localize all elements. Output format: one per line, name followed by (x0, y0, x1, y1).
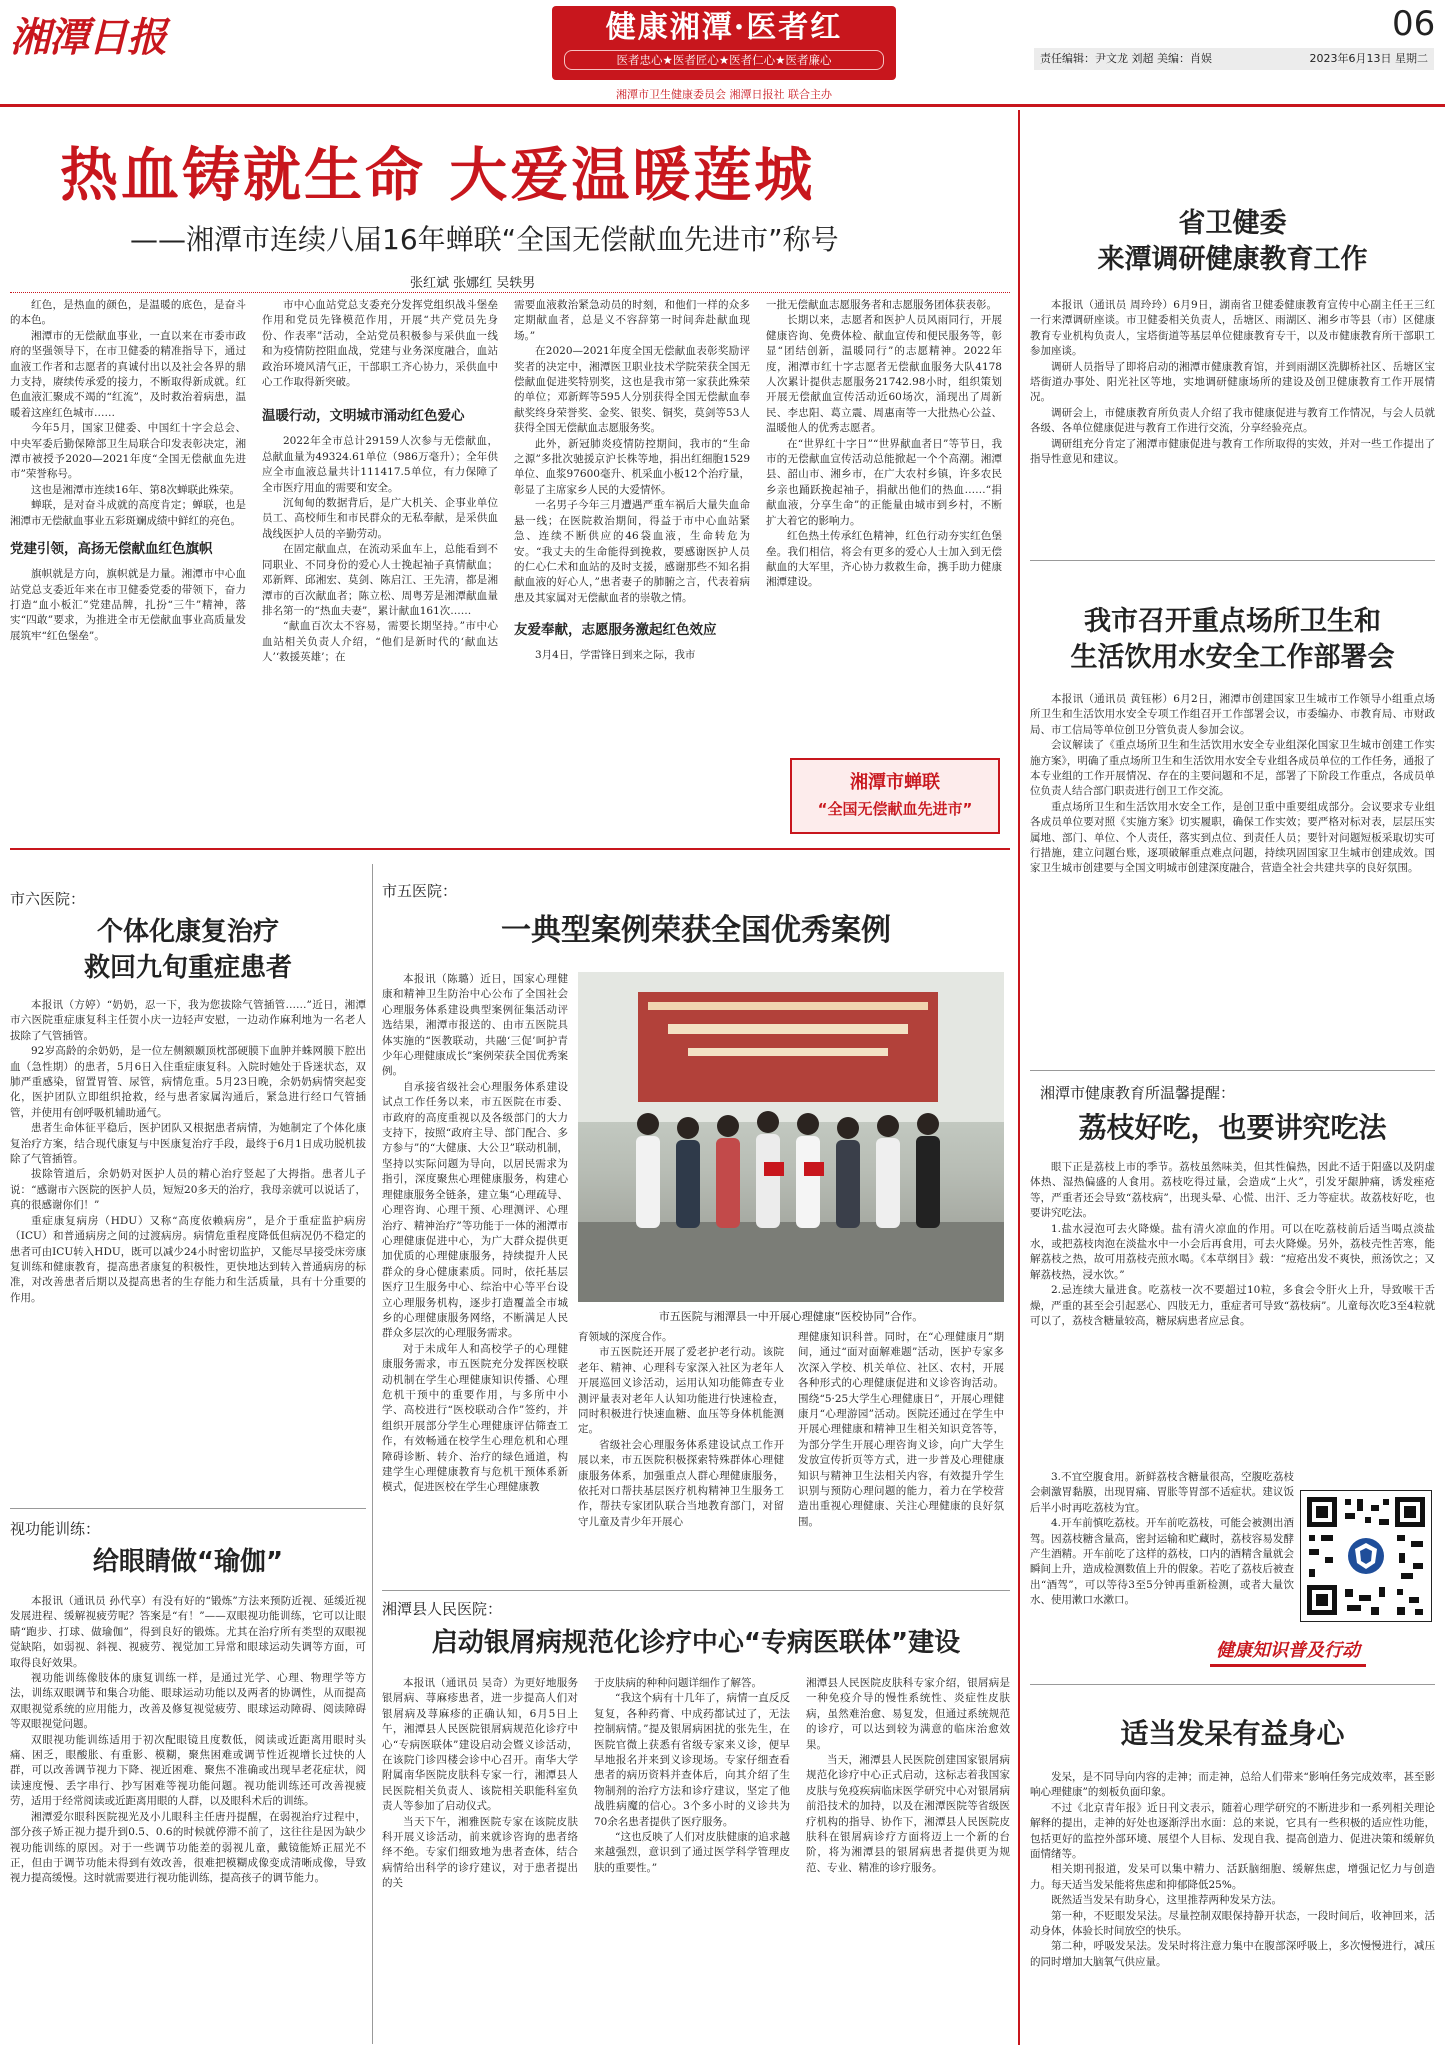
lead-top-divider (10, 292, 1010, 293)
paragraph: 双眼视功能训练适用于初次配眼镜且度数低，阅读或近距离用眼时头痛、困乏，眼酸胀、有重影、模糊，聚焦困难或调节性近视增长过快的人群，可以改善调节视力下降、视近困难、聚焦不准确或出现早老花症状，阅读速度慢、丢字串行、抄写困难等视功能问题。视功能训练还可改善视疲劳，适用于经常阅读或近距离用眼的人群，以及眼科术后的训练。 (10, 1733, 366, 1808)
lead-col2-subhead: 温暖行动，文明城市涌动红色爱心 (262, 408, 465, 425)
lead-col1-body (10, 298, 246, 529)
paragraph: 不过《北京青年报》近日刊文表示，随着心理学研究的不断进步和一系列相关理论解释的提出，走神的好处也逐渐浮出水面：总的来说，它具有一些积极的适应性功能，包括更好的监控外部环境、展望个人目标、发现自我、提高创造力、促进决策和缓解负面情绪等。 (1030, 1801, 1435, 1861)
litchi-narrow (1030, 1470, 1294, 1609)
lead-headline: 热血铸就生命 大爱温暖莲城 (60, 141, 816, 209)
paragraph: 当天下午，湘雅医院专家在该院皮肤科开展义诊活动，前来就诊咨询的患者络绎不绝。专家们细致地为患者查体，结合病情给出科学的诊疗建议，对于患者提出的关 (382, 1815, 578, 1890)
vision-headline: 给眼睛做“瑜伽” (92, 1547, 284, 1577)
paragraph: 2022年全市总计29159人次参与无偿献血，总献血量为49324.61单位（986万毫升）；全年供应全市血液总量共计111417.5单位，有力保障了全市医疗用血的需要和安全。 (262, 435, 498, 494)
county-col3-body (806, 1676, 1010, 1876)
paragraph: 3.不宜空腹食用。新鲜荔枝含糖量很高，空腹吃荔枝会刺激胃黏膜，出现胃痛、胃胀等胃部不适症状。建议饭后半小时再吃荔枝为宜。 (1030, 1471, 1294, 1514)
fifth-photo (578, 972, 1004, 1302)
paragraph: 重点场所卫生和生活饮用水安全工作，是创卫重中重要组成部分。会议要求专业组各成员单位要对照《实施方案》切实履职，确保工作实效；要严格对标对表，层层压实属地、部门、单位、个人责任，落实到点位、到责任人员；要针对问题短板采取切实可行措施，建立问题台账，逐项破解重点难点问题，持续巩固国家卫生城市创建成效。国家卫生城市创建要与全国文明城市创建深度融合，营造全社会共建共享的良好氛围。 (1030, 800, 1435, 875)
paragraph: 本报讯（通讯员 周玲玲）6月9日，湖南省卫健委健康教育宣传中心副主任王三红一行来潭调研座谈。市卫健委相关负责人，岳塘区、雨湖区、湘乡市等县（市）区健康教育专业机构负责人，宝塔街道等基层单位健康教育专干，以及市健康教育所干部职工参加座谈。 (1030, 299, 1435, 358)
litchi-headline: 荔枝好吃，也要讲究吃法 (1078, 1111, 1387, 1144)
sixth-headline (10, 914, 366, 986)
fifth-photo-caption: 市五医院与湘潭县一中开展心理健康“医校协同”合作。 (658, 1310, 924, 1323)
paragraph: 在固定献血点，在流动采血车上，总能看到不同职业、不同身份的爱心人士挽起袖子真情献血；邓新辉、邱湘宏、莫剑、陈启江、王先清，都是湘潭市的百次献血者；陈立松、周粤芳是湘潭献血量排名第一的“热血夫妻”，累计献血161次…… (262, 543, 498, 617)
section-slogan: 医者忠心★医者匠心★医者仁心★医者廉心 (564, 50, 884, 70)
lead-col4-body (766, 298, 1002, 591)
section-title: 健康湘潭·医者红 (605, 10, 843, 45)
lead-col3b-body (514, 648, 750, 663)
litchi-top (1030, 1160, 1435, 1329)
right-top-headline (1030, 206, 1435, 278)
page-number: 06 (1392, 4, 1436, 44)
paragraph: 第一种，不贬眼发呆法。尽量控制双眼保持静开状态，一段时间后，收神回来，活动身体，体验长时间放空的快乐。 (1030, 1909, 1435, 1938)
lead-col1 (10, 298, 246, 644)
paragraph: 2.忌连续大量进食。吃荔枝一次不要超过10粒，多食会令肝火上升，导致喉干舌燥，严重的甚至会引起恶心、四肢无力，重症者可导致“荔枝病”。儿童每次吃3至4粒就可以了，荔枝含糖量较高，糖尿病患者应忌食。 (1030, 1284, 1435, 1328)
county-col2-body (594, 1676, 790, 1876)
paragraph: 一名男子今年三月遭遇严重车祸后大量失血命悬一线；在医院救治期间，得益于市中心血站紧急、连续不断供应的46袋血液，生命转危为安。“我丈夫的生命能得到挽救，要感谢医护人员的仁心仁术和血站的及时支援，感谢那些不知名捐献血液的好心人，”患者妻子的肺腑之言，代表着病患及其家属对无偿献血者的崇敬之情。 (514, 499, 750, 604)
paragraph: 92岁高龄的余奶奶，是一位左侧额颞顶枕部硬膜下血肿并蛛网膜下腔出血（急性期）的患者，5月6日入住重症康复科。入院时她处于昏迷状态，双肺严重感染，留置胃管、尿管，病情危重。5月23日晚，余奶奶病情突起变化，医护团队立即组织抢救，经与患者家属沟通后，紧急进行经口气管插管，并使用有创呼吸机辅助通气。 (10, 1045, 366, 1119)
sixth-kicker: 市六医院： (10, 890, 86, 908)
paragraph: 本报讯（通讯员 吴奇）为更好地服务银屑病、荨麻疹患者，进一步提高人们对银屑病及荨麻疹的正确认知，6月5日上午，湘潭县人民医院银屑病规范化诊疗中心“专病医联体”建设启动会暨义诊活动，在该院门诊四楼会诊中心召开。南华大学附属南华医院皮肤科专家一行，湘潭县人民医院相关负责人、该院相关职能科室负责人等参加了启动仪式。 (382, 1677, 578, 1813)
fifth-kicker: 市五医院： (382, 882, 458, 900)
paragraph: 在2020—2021年度全国无偿献血表彰奖励评奖者的决定中，湘潭医卫职业技术学院荣获全国无偿献血促进奖特别奖，这也是我市第一家获此殊荣的单位；邓新辉等595人分别获得全国无偿献血奉献奖终身荣誉奖、金奖、银奖、铜奖，莫剑等53人获得全国无偿献血志愿服务奖。 (514, 345, 750, 435)
right-mid-headline-l2: 生活饮用水安全工作部署会 (1070, 642, 1395, 673)
paragraph: “献血百次太不容易，需要长期坚持。”市中心血站相关负责人介绍，“他们是新时代的‘献血达人’‘救援英雄’；在 (262, 620, 498, 664)
fifth-col3-body (798, 1330, 1004, 1530)
fifth-col3 (798, 1330, 1004, 1530)
right-column-rule (1018, 110, 1020, 2045)
fifth-col1 (382, 972, 568, 1496)
vision-body (10, 1594, 366, 1887)
paper-logo: 湘潭日报 (10, 14, 166, 61)
lead-col2-body (262, 298, 498, 390)
paragraph: 调研组充分肯定了湘潭市健康促进与教育工作所取得的实效，并对一些工作提出了指导性意见和建议。 (1030, 437, 1435, 466)
paragraph: 理健康知识科普。同时，在“心理健康月”期间，通过“面对面解难题”活动，医护专家多次深入学校、机关单位、社区、农村，开展各种形式的心理健康促进和义诊咨询活动。围绕“5·25大学生心理健康日”，开展心理健康月“心理游园”活动。医院还通过在学生中开展心理健康和精神卫生相关知识竞答等，为部分学生开展心理咨询义诊，向广大学生发放宣传折页等方式，进一步普及心理健康知识与精神卫生法相关内容，有效提升学生识别与预防心理问题的能力，着力在学校营造出重视心理健康、关注心理健康的良好氛围。 (798, 1331, 1004, 1528)
paragraph: 今年5月，国家卫健委、中国红十字会总会、中央军委后勤保障部卫生局联合印发表彰决定，湘潭市被授予2020—2021年度“全国无偿献血先进市”荣誉称号。 (10, 422, 246, 481)
health-knowledge-banner: 健康知识普及行动 (1210, 1636, 1366, 1667)
paragraph: 湘潭县人民医院皮肤科专家介绍，银屑病是一种免疫介导的慢性系统性、炎症性皮肤病，虽然难治愈、易复发，但通过系统规范的诊疗，可以达到较为满意的临床治愈效果。 (806, 1677, 1010, 1751)
sixth-headline-l2: 救回九旬重症患者 (83, 953, 292, 983)
litchi-divider (1030, 1684, 1435, 1685)
stamp-line-1: 湘潭市蝉联 (850, 772, 940, 793)
lead-stamp (790, 758, 1000, 834)
county-kicker: 湘潭县人民医院： (382, 1600, 503, 1618)
paragraph: 市中心血站党总支委充分发挥党组织战斗堡垒作用和党员先锋模范作用，开展“共产党员先身份、作表率”活动，全站党员积极参与采供血一线和为疫情防控阻血战，党建与业务深度融合，血站政治环境风清气正，干部职工齐心协力，采供血中心工作取得新突破。 (262, 299, 498, 389)
lead-col3-subhead: 友爱奉献，志愿服务激起红色效应 (514, 622, 717, 639)
paragraph: 旗帜就是方向，旗帜就是力量。湘潭市中心血站党总支委近年来在市卫健委党委的带领下，奋力打造“血小板汇”党建品牌，扎扮“三牛”精神，落实“四敢”要求，为推进全市无偿献血事业高质量发展筑牢“红色堡垒”。 (10, 568, 246, 642)
lead-col2 (262, 298, 498, 666)
paragraph: “这也反映了人们对皮肤健康的追求越来越强烈，意识到了通过医学科学管理皮肤的重要性。” (594, 1831, 790, 1874)
lead-bottom-rule (10, 848, 1010, 850)
county-col1-body (382, 1676, 578, 1892)
lead-subheadline: ——湘潭市连续八届16年蝉联“全国无偿献血先进市”称号 (130, 223, 839, 256)
lead-byline: 张红斌 张娜红 吴轶男 (410, 276, 536, 291)
paragraph: 1.盐水浸泡可去火降燥。盐有清火凉血的作用。可以在吃荔枝前后适当喝点淡盐水，或把荔枝肉泡在淡盐水中一小会后再食用，可去火降燥。另外，荔枝壳性苦寒，能解荔枝之热，故可用荔枝壳煎水喝。《本草纲目》载：“痘疮出发不爽快，煎汤饮之；又解荔枝热，浸水饮。” (1030, 1222, 1435, 1281)
group-photo-image (578, 972, 1004, 1302)
sleep-headline: 适当发呆有益身心 (1120, 1717, 1345, 1750)
fifth-divider (382, 1590, 1010, 1591)
paragraph: 蝉联，是对奋斗成就的高度肯定；蝉联，也是湘潭市无偿献血事业五彩斑斓成绩中鲜红的亮色。 (10, 499, 246, 527)
masthead-rule (0, 104, 1445, 107)
sixth-paras (10, 998, 366, 1306)
editors: 责任编辑：尹文龙 刘超 美编：肖娱 (1040, 52, 1212, 65)
fifth-headline: 一典型案例荣获全国优秀案例 (501, 913, 891, 948)
county-col3 (806, 1676, 1010, 1876)
right-mid-paras (1030, 692, 1435, 877)
paragraph: 沉甸甸的数据背后，是广大机关、企事业单位员工、高校师生和市民群众的无私奉献，是采供血战线医护人员的辛勤劳动。 (262, 497, 498, 540)
lead-col3 (514, 298, 750, 664)
paragraph: 既然适当发呆有助身心，这里推荐两种发呆方法。 (1051, 1894, 1282, 1907)
lead-col1-subhead: 党建引领，高扬无偿献血红色旗帜 (10, 541, 213, 558)
paragraph: 当天，湘潭县人民医院创建国家银屑病规范化诊疗中心正式启动，这标志着我国家皮肤与免疫疾病临床医学研究中心对银屑病前沿技术的加持，以及在湘潭医院等省级医疗机构的指导、协作下，湘潭县人民医院皮肤科在银屑病诊疗方面将迈上一个新的台阶，将为湘潭县的银屑病患者提供更为规范、专业、精准的诊疗服务。 (806, 1754, 1010, 1874)
right-mid-headline-l1: 我市召开重点场所卫生和 (1084, 606, 1381, 637)
paragraph: 3月4日，学雷锋日到来之际，我市 (535, 649, 696, 662)
paragraph: 育领域的深度合作。 (578, 1331, 673, 1343)
paragraph: “我这个病有十几年了，病情一直反反复复，各种药膏、中成药都试过了，无法控制病情。”提及银屑病困扰的张先生，在医院官微上获悉有省级专家来义诊，便早早地报名并来到义诊现场。专家仔细查看患者的病历资料并查体后，向其介绍了生物制剂的治疗方法和诊疗建议，坚定了他战胜病魔的信心。3个多小时的义诊共为70余名患者提供了医疗服务。 (594, 1692, 790, 1828)
paragraph: 发呆，是不同导向内容的走神；而走神，总给人们带来“影响任务完成效率，甚至影响心理健康”的刻板负面印象。 (1030, 1771, 1435, 1799)
paragraph: 省级社会心理服务体系建设试点工作开展以来，市五医院积极探索特殊群体心理健康服务体系，加强重点人群心理健康服务，依托对口帮扶基层医疗机构精神卫生服务工作，帮扶专家团队联合当地教育部门，对留守儿童及青少年开展心 (578, 1438, 784, 1528)
paragraph: 调研会上，市健康教育所负责人介绍了我市健康促进与教育工作情况，与会人员就各级、各单位健康促进与教育工作进行交流，分享经验亮点。 (1030, 406, 1435, 435)
county-col2 (594, 1676, 790, 1876)
paragraph: 4.开车前慎吃荔枝。开车前吃荔枝，可能会被测出酒驾。因荔枝糖含量高，密封运输和贮藏时，荔枝容易发酵产生酒精。开车前吃了这样的荔枝，口内的酒精含量就会瞬间上升，造成检测数值上升的假象。若吃了荔枝后被查出“酒驾”，可以等待3至5分钟再重新检测，或者大量饮水、使用漱口水漱口。 (1030, 1517, 1294, 1607)
paragraph: 红色热土传承红色精神，红色行动夯实红色堡垒。我们相信，将会有更多的爱心人士加入到无偿献血的大军里，齐心协力救救生命，携手助力健康湘潭建设。 (766, 530, 1002, 589)
paragraph: 相关期刊报道，发呆可以集中精力、活跃脑细胞、缓解焦虑，增强记忆力与创造力。每天适当发呆能将焦虑和抑郁降低25%。 (1030, 1863, 1435, 1891)
paragraph: 此外，新冠肺炎疫情防控期间，我市的“生命之源”多批次驰援京沪长株等地，捐出红细胞1529单位、血浆97600毫升、机采血小板12个治疗量，彰显了主席家乡人民的大爱情怀。 (514, 437, 750, 496)
paragraph: 第二种，呼吸发呆法。发呆时将注意力集中在腹部深呼吸上，多次慢慢进行，减压的同时增加大脑氧气供应量。 (1030, 1940, 1435, 1968)
paragraph: 眼下正是荔枝上市的季节。荔枝虽然味美，但其性偏热，因此不适于阳盛以及阴虚体热、湿热偏盛的人食用。荔枝吃得过量，会造成“上火”，引发牙龈肿痛，诱发痤疮等，严重者还会导致“荔枝病”，出现头晕、心慌、出汗、乏力等症状。故荔枝好吃，也要讲究吃法。 (1030, 1161, 1435, 1220)
paragraph: 于皮肤病的种种问题详细作了解答。 (594, 1677, 762, 1689)
right-top-headline-l1: 省卫健委 (1178, 208, 1287, 239)
paragraph: 拔除管道后，余奶奶对医护人员的精心治疗竖起了大拇指。患者儿子说：“感谢市六医院的医护人员，短短20多天的治疗，我母亲就可以说话了，真的很感谢你们！” (10, 1168, 366, 1212)
paragraph: 湘潭爱尔眼科医院视光及小儿眼科主任唐丹提醒，在弱视治疗过程中，部分孩子矫正视力提升到0.5、0.6的时候就停滞不前了，这往往是因为缺少视功能训练的原因。对于一些调节功能差的弱视儿童，戴镜能矫正屈光不正，但由于调节功能未得到有效改善，很难把模糊成像变成清晰成像，导致视力提高缓慢。这时就需要进行视功能训练，提高孩子的调节能力。 (10, 1810, 366, 1885)
paragraph: 在“世界红十字日”“世界献血者日”等节日，我市的无偿献血宣传活动总能掀起一个个高潮。湘潭县、韶山市、湘乡市，在广大农村乡镇，许多农民乡亲也踊跃挽起袖子，捐献出他们的热血……“捐献血液，分享生命”的正能量由城市到乡村，不断扩大着它的影响力。 (766, 437, 1002, 527)
right-mid-divider (1030, 1070, 1435, 1071)
paragraph: 调研人员指导了即将启动的湘潭市健康教育馆，并到雨湖区洗脚桥社区、岳塘区宝塔街道办事处、阳光社区等地，实地调研健康场所的建设及创卫健康教育工作开展情况。 (1030, 360, 1435, 404)
issue-date: 2023年6月13日 星期二 (1309, 52, 1428, 65)
litchi-kicker: 湘潭市健康教育所温馨提醒： (1040, 1084, 1236, 1102)
litchi-body (1030, 1160, 1435, 1329)
right-top-divider (1030, 560, 1435, 561)
section-banner (552, 6, 896, 80)
paragraph: 视功能训练像肢体的康复训练一样，是通过光学、心理、物理学等方法，训练双眼调节和集合功能、眼球运动功能以及两者的协调性，从而提高双眼视觉系统的应用能力，改善及修复视觉疲劳、眼球运动障碍、阅读障碍等双眼视觉问题。 (10, 1672, 366, 1731)
paragraph: 本报讯（陈璐）近日，国家心理健康和精神卫生防治中心公布了全国社会心理服务体系建设典型案例征集活动评选结果，湘潭市报送的、由市五医院具体实施的“医教联动，共融‘三促’呵护青少年心理健康成长”案例荣获全国优秀案例。 (382, 973, 568, 1078)
vision-paras (10, 1594, 366, 1887)
county-headline: 启动银屑病规范化诊疗中心“专病医联体”建设 (431, 1628, 961, 1658)
editor-bar (1034, 48, 1434, 70)
paragraph: 湘潭市的无偿献血事业，一直以来在市委市政府的坚强领导下，在市卫健委的精准指导下，通过血液工作者和志愿者的真诚付出以及社会各界的鼎力支持，赓续传承爱的接力，不断取得新成就。红色血液汇聚成不竭的“红流”，及时救治着病患，温暖着这座红色城市…… (10, 329, 246, 419)
paragraph: 市五医院还开展了爱老护老行动。该院老年、精神、心理科专家深入社区为老年人开展巡回义诊活动，运用认知功能筛查专业测评量表对老年人认知功能进行快速检查，同时积极进行快速血糖、血压等身体机能测定。 (578, 1346, 784, 1436)
paragraph: 对于未成年人和高校学子的心理健康服务需求，市五医院充分发挥医校联动机制在学生心理健康知识传播、心理危机干预中的重要作用，与多所中小学、高校进行“医校联动合作”签约，并组织开展部分学生心理健康评估筛查工作，有效畅通在校学生心理危机和心理障碍诊断、转介、治疗的绿色通道，构建学生心理健康教育与危机干预体系新模式，促进医校在学生心理健康教 (382, 1342, 568, 1494)
paragraph: 需要血液救治紧急动员的时刻，和他们一样的众多定期献血者，总是义不容辞第一时间奔赴献血现场。” (514, 299, 750, 342)
county-col1 (382, 1676, 578, 1892)
paragraph: 红色，是热血的颜色，是温暖的底色，是奋斗的本色。 (10, 299, 246, 327)
vision-kicker: 视功能训练： (10, 1520, 101, 1538)
paragraph: 长期以来，志愿者和医护人员风雨同行，开展健康咨询、免费体检、献血宣传和便民服务等，彰显“团结创新，温暖同行”的志愿精神。2022年度，湘潭市红十字志愿者无偿献血服务大队4178人次累计提供志愿服务21742.98小时，组织策划开展无偿献血宣传活动近60场次，涌现出了周新民、李忠阳、葛立震、周惠南等一大批热心公益、温暖他人的优秀志愿者。 (766, 314, 1002, 435)
sixth-divider (10, 1508, 366, 1509)
lead-col2b-body (262, 434, 498, 665)
paragraph: 重症康复病房（HDU）又称“高度依赖病房”，是介于重症监护病房（ICU）和普通病房之间的过渡病房。病情危重程度降低但病况仍不稳定的患者可由ICU转入HDU，既可以减少24小时密切监护，又能尽早接受床旁康复训练和健康教育，提高患者康复的积极性，更快地达到转入普通病房的标准，对改善患者后期以及提高患者的生存能力和生活质量，具有十分重要的作用。 (10, 1214, 366, 1304)
right-mid-headline (1030, 604, 1435, 676)
paragraph: 患者生命体征平稳后，医护团队又根据患者病情，为她制定了个体化康复治疗方案，结合现代康复与中医康复治疗手段，最终于6月1日成功脱机拔除了气管插管。 (10, 1122, 366, 1166)
section-sponsors: 湘潭市卫生健康委员会 湘潭日报社 联合主办 (616, 88, 832, 101)
sleep-body (1030, 1770, 1435, 1970)
paragraph: 会议解读了《重点场所卫生和生活饮用水安全专业组深化国家卫生城市创建工作实施方案》，明确了重点场所卫生和生活饮用水安全专业组各成员单位的工作任务，通报了本专业组的工作开展情况、存在的主要问题和不足，部署了下阶段工作重点，各成员单位负责人结合部门职责进行创卫工作交流。 (1030, 739, 1435, 798)
right-mid-body (1030, 692, 1435, 877)
right-top-paras (1030, 298, 1435, 467)
masthead (0, 0, 1445, 100)
paragraph: 一批无偿献血志愿服务者和志愿服务团体获表彰。 (766, 299, 997, 311)
qr-code-icon (1301, 1491, 1431, 1621)
lead-col3-body (514, 298, 750, 606)
right-top-body (1030, 298, 1435, 467)
fifth-col2-body (578, 1330, 784, 1530)
sixth-body (10, 998, 366, 1306)
fifth-col1-body (382, 972, 568, 1496)
paragraph: 本报讯（通讯员 黄钰彬）6月2日，湘潭市创建国家卫生城市工作领导小组重点场所卫生和生活饮用水安全专项工作组召开工作部署会议，市委编办、市教育局、市财政局、市工信局等单位创卫分管负责人参加会议。 (1030, 693, 1435, 736)
stamp-line-2: “全国无偿献血先进市” (817, 800, 973, 818)
sleep-paras (1030, 1770, 1435, 1970)
lead-col4 (766, 298, 1002, 591)
paragraph: 本报讯（方婷）“奶奶，忍一下，我为您拔除气管插管……”近日，湘潭市六医院重症康复科主任贺小庆一边轻声安慰，一边动作麻利地为一名老人拔除了气管插管。 (10, 999, 366, 1042)
paragraph: 本报讯（通讯员 孙代享）有没有好的“锻炼”方法来预防近视、延缓近视发展进程、缓解视疲劳呢？答案是“有！”——双眼视功能训练，它可以让眼睛“跑步、打球、做瑜伽”，得到良好的锻炼。尤其在治疗所有类型的双眼视觉缺陷，如弱视、斜视、视疲劳、视觉加工异常和眼球运动失调等方面，可取得良好效果。 (10, 1595, 366, 1669)
lead-col1b-body (10, 567, 246, 644)
qr-code[interactable] (1300, 1490, 1432, 1622)
right-top-headline-l2: 来潭调研健康教育工作 (1097, 244, 1368, 275)
paragraph: 这也是湘潭市连续16年、第8次蝉联此殊荣。 (31, 483, 241, 496)
fifth-col2 (578, 1330, 784, 1530)
sixth-headline-l1: 个体化康复治疗 (96, 917, 279, 947)
litchi-body-narrow (1030, 1470, 1294, 1609)
paragraph: 自承接省级社会心理服务体系建设试点工作任务以来，市五医院在市委、市政府的高度重视以及各级部门的大力支持下，按照“政府主导、部门配合、多方参与”的“大健康、大公卫”联动机制，坚持以实际问题为导向，以居民需求为指引，深度聚焦心理健康服务，构建心理健康服务全链条，建立集“心理疏导、心理咨询、心理干预、心理测评、心理治疗、精神治疗”等功能于一体的湘潭市心理健康促进中心，为广大群众提供更加优质的心理健康服务，持续提升人民群众的身心健康素质。同时，依托基层医疗卫生服务中心、综治中心等平台设立心理服务机构，逐步打造覆盖全市城乡的心理健康服务网络，不断满足人民群众多层次的心理服务需求。 (382, 1080, 568, 1340)
left-vertical-rule (372, 864, 373, 2044)
